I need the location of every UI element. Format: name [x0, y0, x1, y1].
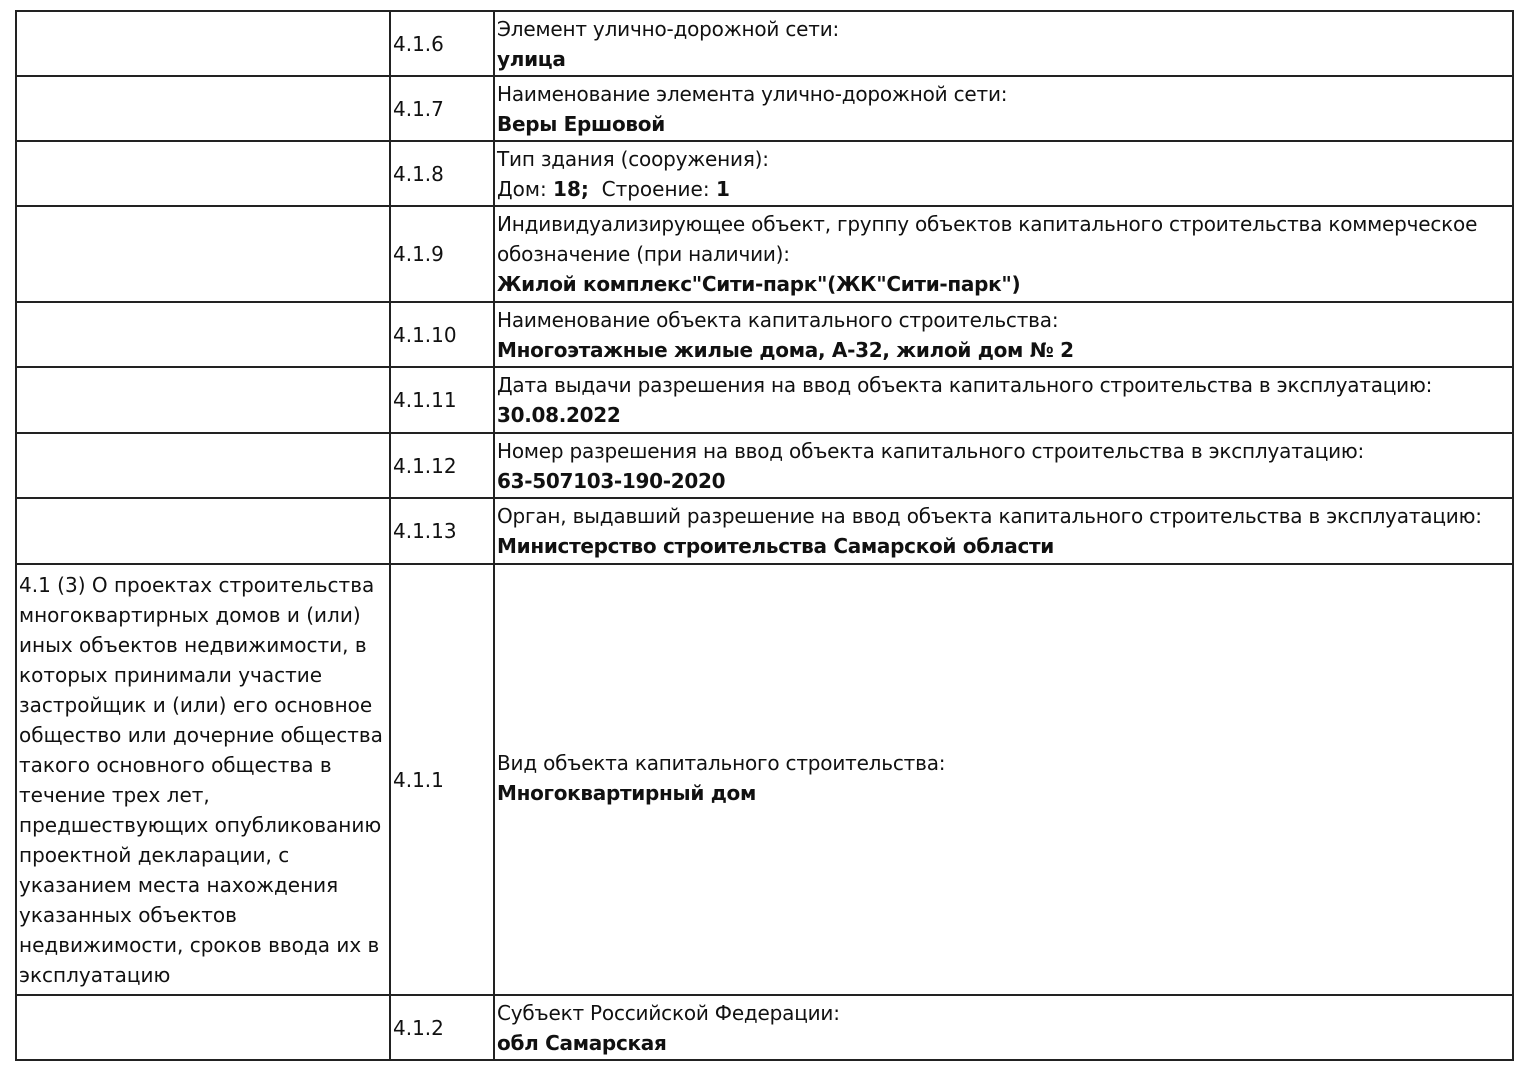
section-cell [16, 76, 390, 141]
item-value: Многоквартирный дом [497, 780, 757, 805]
table-row [16, 498, 1513, 564]
section-cell [16, 302, 390, 367]
table-row [16, 76, 1513, 141]
item-number: 4.1.11 [390, 367, 494, 433]
stroenie-value: 1 [715, 176, 730, 201]
item-number: 4.1.13 [390, 498, 494, 564]
item-content [494, 498, 1513, 564]
section-heading: 4.1 (3) О проектах строительства многоквартирных домов и (или) иных объектов недвижимости, в которых принимали участие застройщик и (или) его основное общество или дочерние общества такого основного общества в течение трех лет, предшествующих опубликованию проектной декларации, с указанием места нахождения указанных объектов недвижимости, сроков ввода их в эксплуатацию [16, 564, 390, 995]
item-label: Субъект Российской Федерации: [497, 1000, 840, 1025]
dom-label: Дом: [497, 176, 554, 201]
item-value: 63-507103-190-2020 [497, 468, 726, 493]
item-label: Индивидуализирующее объект, группу объектов капитального строительства коммерческое обозначение (при наличии): [497, 212, 1478, 266]
table-row [16, 11, 1513, 76]
section-cell [16, 141, 390, 206]
item-content [494, 76, 1513, 141]
section-cell [16, 206, 390, 302]
table-row [16, 206, 1513, 302]
item-content [494, 995, 1513, 1060]
item-label: Дата выдачи разрешения на ввод объекта капитального строительства в эксплуатацию: [497, 373, 1433, 397]
item-number: 4.1.10 [390, 302, 494, 367]
stroenie-label: Строение: [588, 176, 716, 201]
dom-value: 18; [553, 176, 589, 201]
section-cell [16, 498, 390, 564]
item-number: 4.1.7 [390, 76, 494, 141]
item-content [494, 302, 1513, 367]
item-label: Тип здания (сооружения): [497, 146, 769, 171]
item-value: Многоэтажные жилые дома, А-32, жилой дом № 2 [497, 337, 1074, 362]
item-value [497, 174, 1510, 204]
item-label: Орган, выдавший разрешение на ввод объекта капитального строительства в эксплуатацию: [497, 504, 1482, 528]
table-row [16, 302, 1513, 367]
item-value: Веры Ершовой [497, 111, 665, 136]
item-number: 4.1.8 [390, 141, 494, 206]
section-cell [16, 11, 390, 76]
item-value: улица [497, 46, 566, 71]
section-cell [16, 433, 390, 498]
table-row [16, 141, 1513, 206]
item-label: Номер разрешения на ввод объекта капитального строительства в эксплуатацию: [497, 438, 1365, 463]
item-number: 4.1.9 [390, 206, 494, 302]
item-number: 4.1.12 [390, 433, 494, 498]
item-label: Элемент улично-дорожной сети: [497, 16, 840, 41]
item-value: Министерство строительства Самарской области [497, 534, 1055, 558]
item-value: обл Самарская [497, 1030, 667, 1055]
item-value: Жилой комплекс"Сити-парк"(ЖК"Сити-парк") [497, 272, 1021, 296]
item-number: 4.1.2 [390, 995, 494, 1060]
item-number: 4.1.6 [390, 11, 494, 76]
item-content [494, 141, 1513, 206]
section-cell [16, 367, 390, 433]
item-content [494, 433, 1513, 498]
item-content [494, 11, 1513, 76]
table-row [16, 564, 1513, 995]
table-row [16, 433, 1513, 498]
item-content [494, 206, 1513, 302]
item-label: Наименование объекта капитального строительства: [497, 307, 1059, 332]
table-row [16, 995, 1513, 1060]
item-label: Вид объекта капитального строительства: [497, 750, 946, 775]
item-value: 30.08.2022 [497, 403, 621, 427]
item-content [494, 367, 1513, 433]
item-label: Наименование элемента улично-дорожной сети: [497, 81, 1008, 106]
section-cell [16, 995, 390, 1060]
item-content [494, 564, 1513, 995]
item-number: 4.1.1 [390, 564, 494, 995]
declaration-table [15, 10, 1514, 1061]
table-row [16, 367, 1513, 433]
